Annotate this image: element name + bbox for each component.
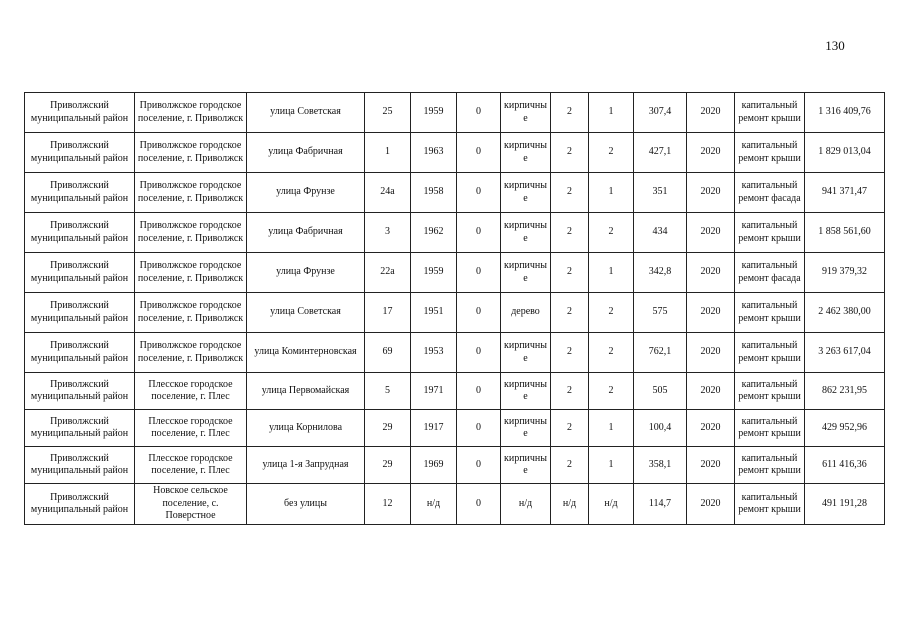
column-6-cell: 0 [457,293,501,333]
street-cell: улица Фрунзе [247,253,365,293]
wall-material-cell: кирпичны е [501,213,551,253]
street-cell: улица Коминтерновская [247,333,365,373]
wall-material-cell: кирпичны е [501,447,551,484]
wall-material-cell: н/д [501,484,551,525]
column-6-cell: 0 [457,333,501,373]
area-cell: 351 [634,173,687,213]
work-type-cell: капитальный ремонт крыши [735,293,805,333]
floors-cell: 2 [551,447,589,484]
repair-year-cell: 2020 [687,173,735,213]
column-6-cell: 0 [457,93,501,133]
settlement-cell: Новское сельское поселение, с. Поверстное [135,484,247,525]
table-row [25,373,885,410]
cost-cell: 1 829 013,04 [805,133,885,173]
repair-year-cell: 2020 [687,93,735,133]
area-cell: 505 [634,373,687,410]
work-type-cell: капитальный ремонт крыши [735,484,805,525]
repair-year-cell: 2020 [687,333,735,373]
housing-repair-table [24,92,885,525]
year-built-cell: 1951 [411,293,457,333]
cost-cell: 2 462 380,00 [805,293,885,333]
entrances-cell: 2 [589,293,634,333]
district-cell: Приволжский муниципальный район [25,253,135,293]
floors-cell: 2 [551,213,589,253]
entrances-cell: н/д [589,484,634,525]
house-number-cell: 17 [365,293,411,333]
year-built-cell: 1958 [411,173,457,213]
wall-material-cell: кирпичны е [501,253,551,293]
house-number-cell: 1 [365,133,411,173]
house-number-cell: 25 [365,93,411,133]
street-cell: улица Фабричная [247,133,365,173]
floors-cell: 2 [551,253,589,293]
work-type-cell: капитальный ремонт крыши [735,333,805,373]
area-cell: 575 [634,293,687,333]
settlement-cell: Плесское городское поселение, г. Плес [135,373,247,410]
district-cell: Приволжский муниципальный район [25,484,135,525]
cost-cell: 919 379,32 [805,253,885,293]
cost-cell: 1 316 409,76 [805,93,885,133]
work-type-cell: капитальный ремонт крыши [735,93,805,133]
settlement-cell: Плесское городское поселение, г. Плес [135,410,247,447]
repair-year-cell: 2020 [687,253,735,293]
table-row [25,484,885,525]
floors-cell: 2 [551,93,589,133]
house-number-cell: 3 [365,213,411,253]
floors-cell: 2 [551,293,589,333]
table-row [25,253,885,293]
table-row [25,410,885,447]
cost-cell: 491 191,28 [805,484,885,525]
repair-year-cell: 2020 [687,484,735,525]
column-6-cell: 0 [457,447,501,484]
street-cell: улица Советская [247,293,365,333]
repair-year-cell: 2020 [687,133,735,173]
settlement-cell: Приволжское городское поселение, г. Приволжск [135,253,247,293]
year-built-cell: 1917 [411,410,457,447]
street-cell: улица 1-я Запрудная [247,447,365,484]
district-cell: Приволжский муниципальный район [25,373,135,410]
entrances-cell: 2 [589,133,634,173]
year-built-cell: 1962 [411,213,457,253]
floors-cell: 2 [551,173,589,213]
work-type-cell: капитальный ремонт крыши [735,133,805,173]
area-cell: 114,7 [634,484,687,525]
table-row [25,93,885,133]
district-cell: Приволжский муниципальный район [25,333,135,373]
repair-year-cell: 2020 [687,373,735,410]
column-6-cell: 0 [457,373,501,410]
entrances-cell: 2 [589,213,634,253]
table-row [25,447,885,484]
district-cell: Приволжский муниципальный район [25,410,135,447]
area-cell: 307,4 [634,93,687,133]
page-number: 130 [825,38,845,53]
entrances-cell: 2 [589,333,634,373]
work-type-cell: капитальный ремонт крыши [735,373,805,410]
settlement-cell: Приволжское городское поселение, г. Приволжск [135,173,247,213]
cost-cell: 862 231,95 [805,373,885,410]
year-built-cell: н/д [411,484,457,525]
repair-year-cell: 2020 [687,213,735,253]
settlement-cell: Приволжское городское поселение, г. Приволжск [135,213,247,253]
area-cell: 358,1 [634,447,687,484]
work-type-cell: капитальный ремонт крыши [735,447,805,484]
floors-cell: 2 [551,373,589,410]
repair-year-cell: 2020 [687,293,735,333]
floors-cell: 2 [551,410,589,447]
column-6-cell: 0 [457,253,501,293]
column-6-cell: 0 [457,484,501,525]
work-type-cell: капитальный ремонт крыши [735,213,805,253]
wall-material-cell: кирпичны е [501,133,551,173]
entrances-cell: 1 [589,173,634,213]
entrances-cell: 1 [589,253,634,293]
settlement-cell: Приволжское городское поселение, г. Приволжск [135,93,247,133]
house-number-cell: 5 [365,373,411,410]
cost-cell: 1 858 561,60 [805,213,885,253]
year-built-cell: 1953 [411,333,457,373]
street-cell: улица Фабричная [247,213,365,253]
settlement-cell: Приволжское городское поселение, г. Приволжск [135,333,247,373]
house-number-cell: 22а [365,253,411,293]
cost-cell: 611 416,36 [805,447,885,484]
district-cell: Приволжский муниципальный район [25,293,135,333]
table-row [25,213,885,253]
year-built-cell: 1963 [411,133,457,173]
street-cell: улица Корнилова [247,410,365,447]
area-cell: 434 [634,213,687,253]
year-built-cell: 1971 [411,373,457,410]
floors-cell: 2 [551,333,589,373]
house-number-cell: 12 [365,484,411,525]
district-cell: Приволжский муниципальный район [25,447,135,484]
street-cell: улица Фрунзе [247,173,365,213]
district-cell: Приволжский муниципальный район [25,93,135,133]
wall-material-cell: дерево [501,293,551,333]
street-cell: улица Первомайская [247,373,365,410]
district-cell: Приволжский муниципальный район [25,213,135,253]
table-row [25,293,885,333]
table-row [25,333,885,373]
entrances-cell: 1 [589,93,634,133]
house-number-cell: 69 [365,333,411,373]
work-type-cell: капитальный ремонт крыши [735,410,805,447]
repair-year-cell: 2020 [687,447,735,484]
work-type-cell: капитальный ремонт фасада [735,173,805,213]
table-row [25,133,885,173]
column-6-cell: 0 [457,173,501,213]
house-number-cell: 29 [365,447,411,484]
entrances-cell: 2 [589,373,634,410]
house-number-cell: 24а [365,173,411,213]
repair-year-cell: 2020 [687,410,735,447]
house-number-cell: 29 [365,410,411,447]
district-cell: Приволжский муниципальный район [25,173,135,213]
floors-cell: 2 [551,133,589,173]
wall-material-cell: кирпичны е [501,173,551,213]
year-built-cell: 1959 [411,93,457,133]
street-cell: без улицы [247,484,365,525]
year-built-cell: 1959 [411,253,457,293]
floors-cell: н/д [551,484,589,525]
cost-cell: 3 263 617,04 [805,333,885,373]
table-row [25,173,885,213]
district-cell: Приволжский муниципальный район [25,133,135,173]
wall-material-cell: кирпичны е [501,410,551,447]
wall-material-cell: кирпичны е [501,373,551,410]
entrances-cell: 1 [589,447,634,484]
wall-material-cell: кирпичны е [501,93,551,133]
cost-cell: 941 371,47 [805,173,885,213]
column-6-cell: 0 [457,410,501,447]
wall-material-cell: кирпичны е [501,333,551,373]
work-type-cell: капитальный ремонт фасада [735,253,805,293]
column-6-cell: 0 [457,133,501,173]
area-cell: 427,1 [634,133,687,173]
settlement-cell: Плесское городское поселение, г. Плес [135,447,247,484]
column-6-cell: 0 [457,213,501,253]
entrances-cell: 1 [589,410,634,447]
area-cell: 100,4 [634,410,687,447]
settlement-cell: Приволжское городское поселение, г. Приволжск [135,133,247,173]
cost-cell: 429 952,96 [805,410,885,447]
area-cell: 342,8 [634,253,687,293]
settlement-cell: Приволжское городское поселение, г. Приволжск [135,293,247,333]
street-cell: улица Советская [247,93,365,133]
area-cell: 762,1 [634,333,687,373]
year-built-cell: 1969 [411,447,457,484]
